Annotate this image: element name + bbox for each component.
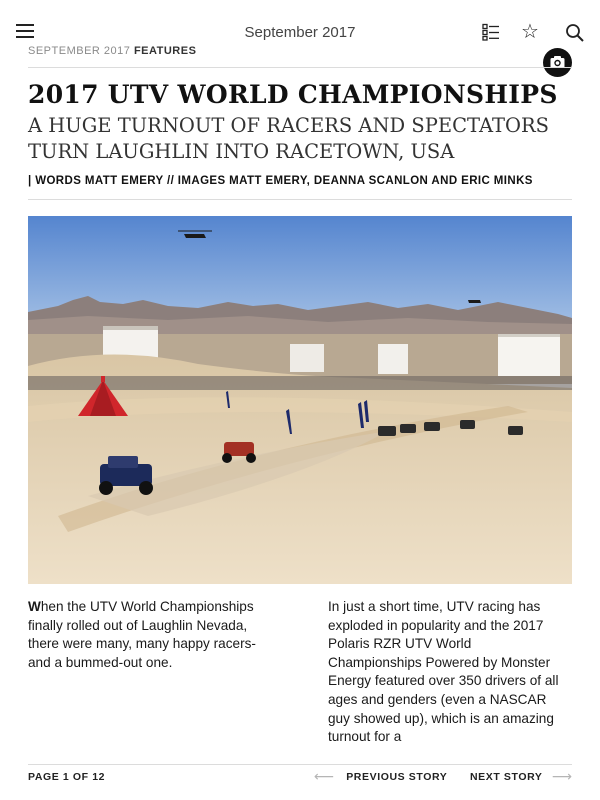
issue-title: September 2017: [244, 24, 356, 41]
table-of-contents-icon[interactable]: [482, 23, 500, 41]
star-icon[interactable]: ☆: [521, 19, 539, 43]
next-story-button[interactable]: [470, 769, 573, 785]
divider: [28, 67, 572, 68]
body-column-right: [328, 598, 562, 748]
arrow-right-icon: ⟶: [551, 769, 573, 785]
previous-story-label: PREVIOUS STORY: [346, 771, 448, 783]
previous-story-button[interactable]: [314, 769, 447, 785]
page-label: PAGE: [28, 771, 60, 783]
body-text-right: In just a short time, UTV racing has exploded in popularity and the 2017 Polaris RZR UTV World Championships Powered by Monster Energy featured over 350 drivers of all ages and genders (even a NASCAR guy showed up), which is an amazing turnout for a: [328, 599, 559, 745]
hero-photo[interactable]: [28, 216, 572, 584]
camera-icon[interactable]: [543, 48, 572, 77]
article-credits: | WORDS MATT EMERY // IMAGES MATT EMERY, DEANNA SCANLON AND ERIC MINKS: [28, 175, 533, 187]
page-current: 1: [62, 771, 70, 783]
page-indicator: [28, 771, 105, 783]
drop-cap: W: [28, 599, 41, 614]
body-column-left: [28, 598, 262, 672]
page-total: 12: [92, 771, 106, 783]
arrow-left-icon: ⟵: [314, 769, 335, 785]
kicker-section: FEATURES: [133, 45, 197, 57]
page-of: OF: [72, 771, 89, 783]
kicker-date: SEPTEMBER 2017: [28, 45, 131, 57]
page-footer: [0, 764, 600, 800]
article-subtitle: A HUGE TURNOUT OF RACERS AND SPECTATORS TURN LAUGHLIN INTO RACETOWN, USA: [28, 114, 550, 163]
divider: [28, 199, 572, 200]
search-icon[interactable]: [565, 23, 585, 43]
body-text-left: hen the UTV World Championships finally rolled out of Laughlin Nevada, there were many, many happy racers-and a bummed-out one.: [28, 599, 256, 670]
article-kicker: [28, 45, 196, 57]
next-story-label: NEXT STORY: [470, 771, 543, 783]
article-title: 2017 UTV WORLD CHAMPIONSHIPS: [28, 80, 558, 109]
